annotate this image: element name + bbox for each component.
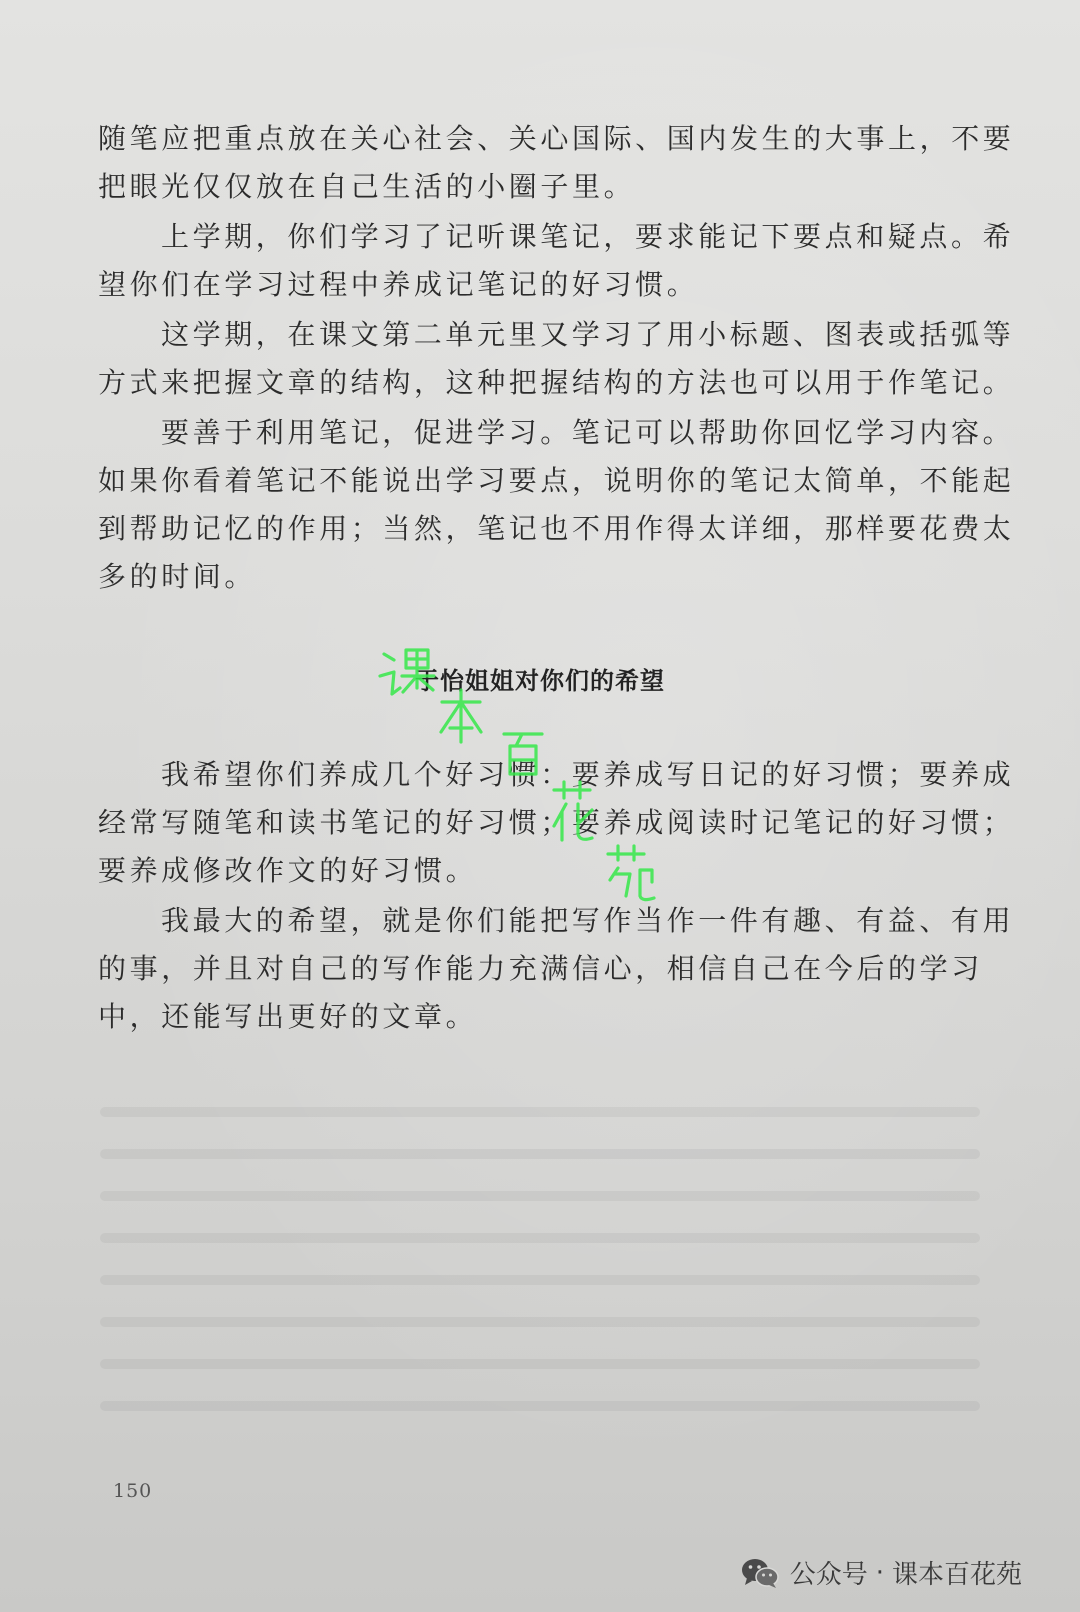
paragraph: 我希望你们养成几个好习惯：要养成写日记的好习惯；要养成经常写随笔和读书笔记的好习惯；要养成阅读时记笔记的好习惯；要养成修改作文的好习惯。 [98,758,1015,887]
body-text-top [98,115,1033,603]
page-number: 150 [113,1480,153,1502]
body-text-bottom [98,751,1033,1043]
wechat-account-credit [740,1554,1022,1591]
paragraph: 要善于利用笔记，促进学习。笔记可以帮助你回忆学习内容。如果你看着笔记不能说出学习要点，说明你的笔记太简单，不能起到帮助记忆的作用；当然，笔记也不用作得太详细，那样要花费太多的时间。 [98,416,1015,593]
footer-label: 公众号 [789,1560,868,1590]
show-through-text [100,1075,980,1435]
wechat-icon [740,1556,780,1590]
footer-separator: · [875,1557,884,1588]
paragraph: 我最大的希望，就是你们能把写作当作一件有趣、有益、有用的事，并且对自己的写作能力充满信心，相信自己在今后的学习中，还能写出更好的文章。 [98,904,1015,1033]
footer-account-name: 课本百花苑 [891,1560,1022,1590]
paragraph: 上学期，你们学习了记听课笔记，要求能记下要点和疑点。希望你们在学习过程中养成记笔记的好习惯。 [98,220,1015,301]
paragraph: 这学期，在课文第二单元里又学习了用小标题、图表或括弧等方式来把握文章的结构，这种把握结构的方法也可以用于作笔记。 [98,318,1015,399]
paragraph: 随笔应把重点放在关心社会、关心国际、国内发生的大事上，不要把眼光仅仅放在自己生活的小圈子里。 [98,122,1015,203]
section-heading: 于怡姐姐对你们的希望 [415,667,665,695]
